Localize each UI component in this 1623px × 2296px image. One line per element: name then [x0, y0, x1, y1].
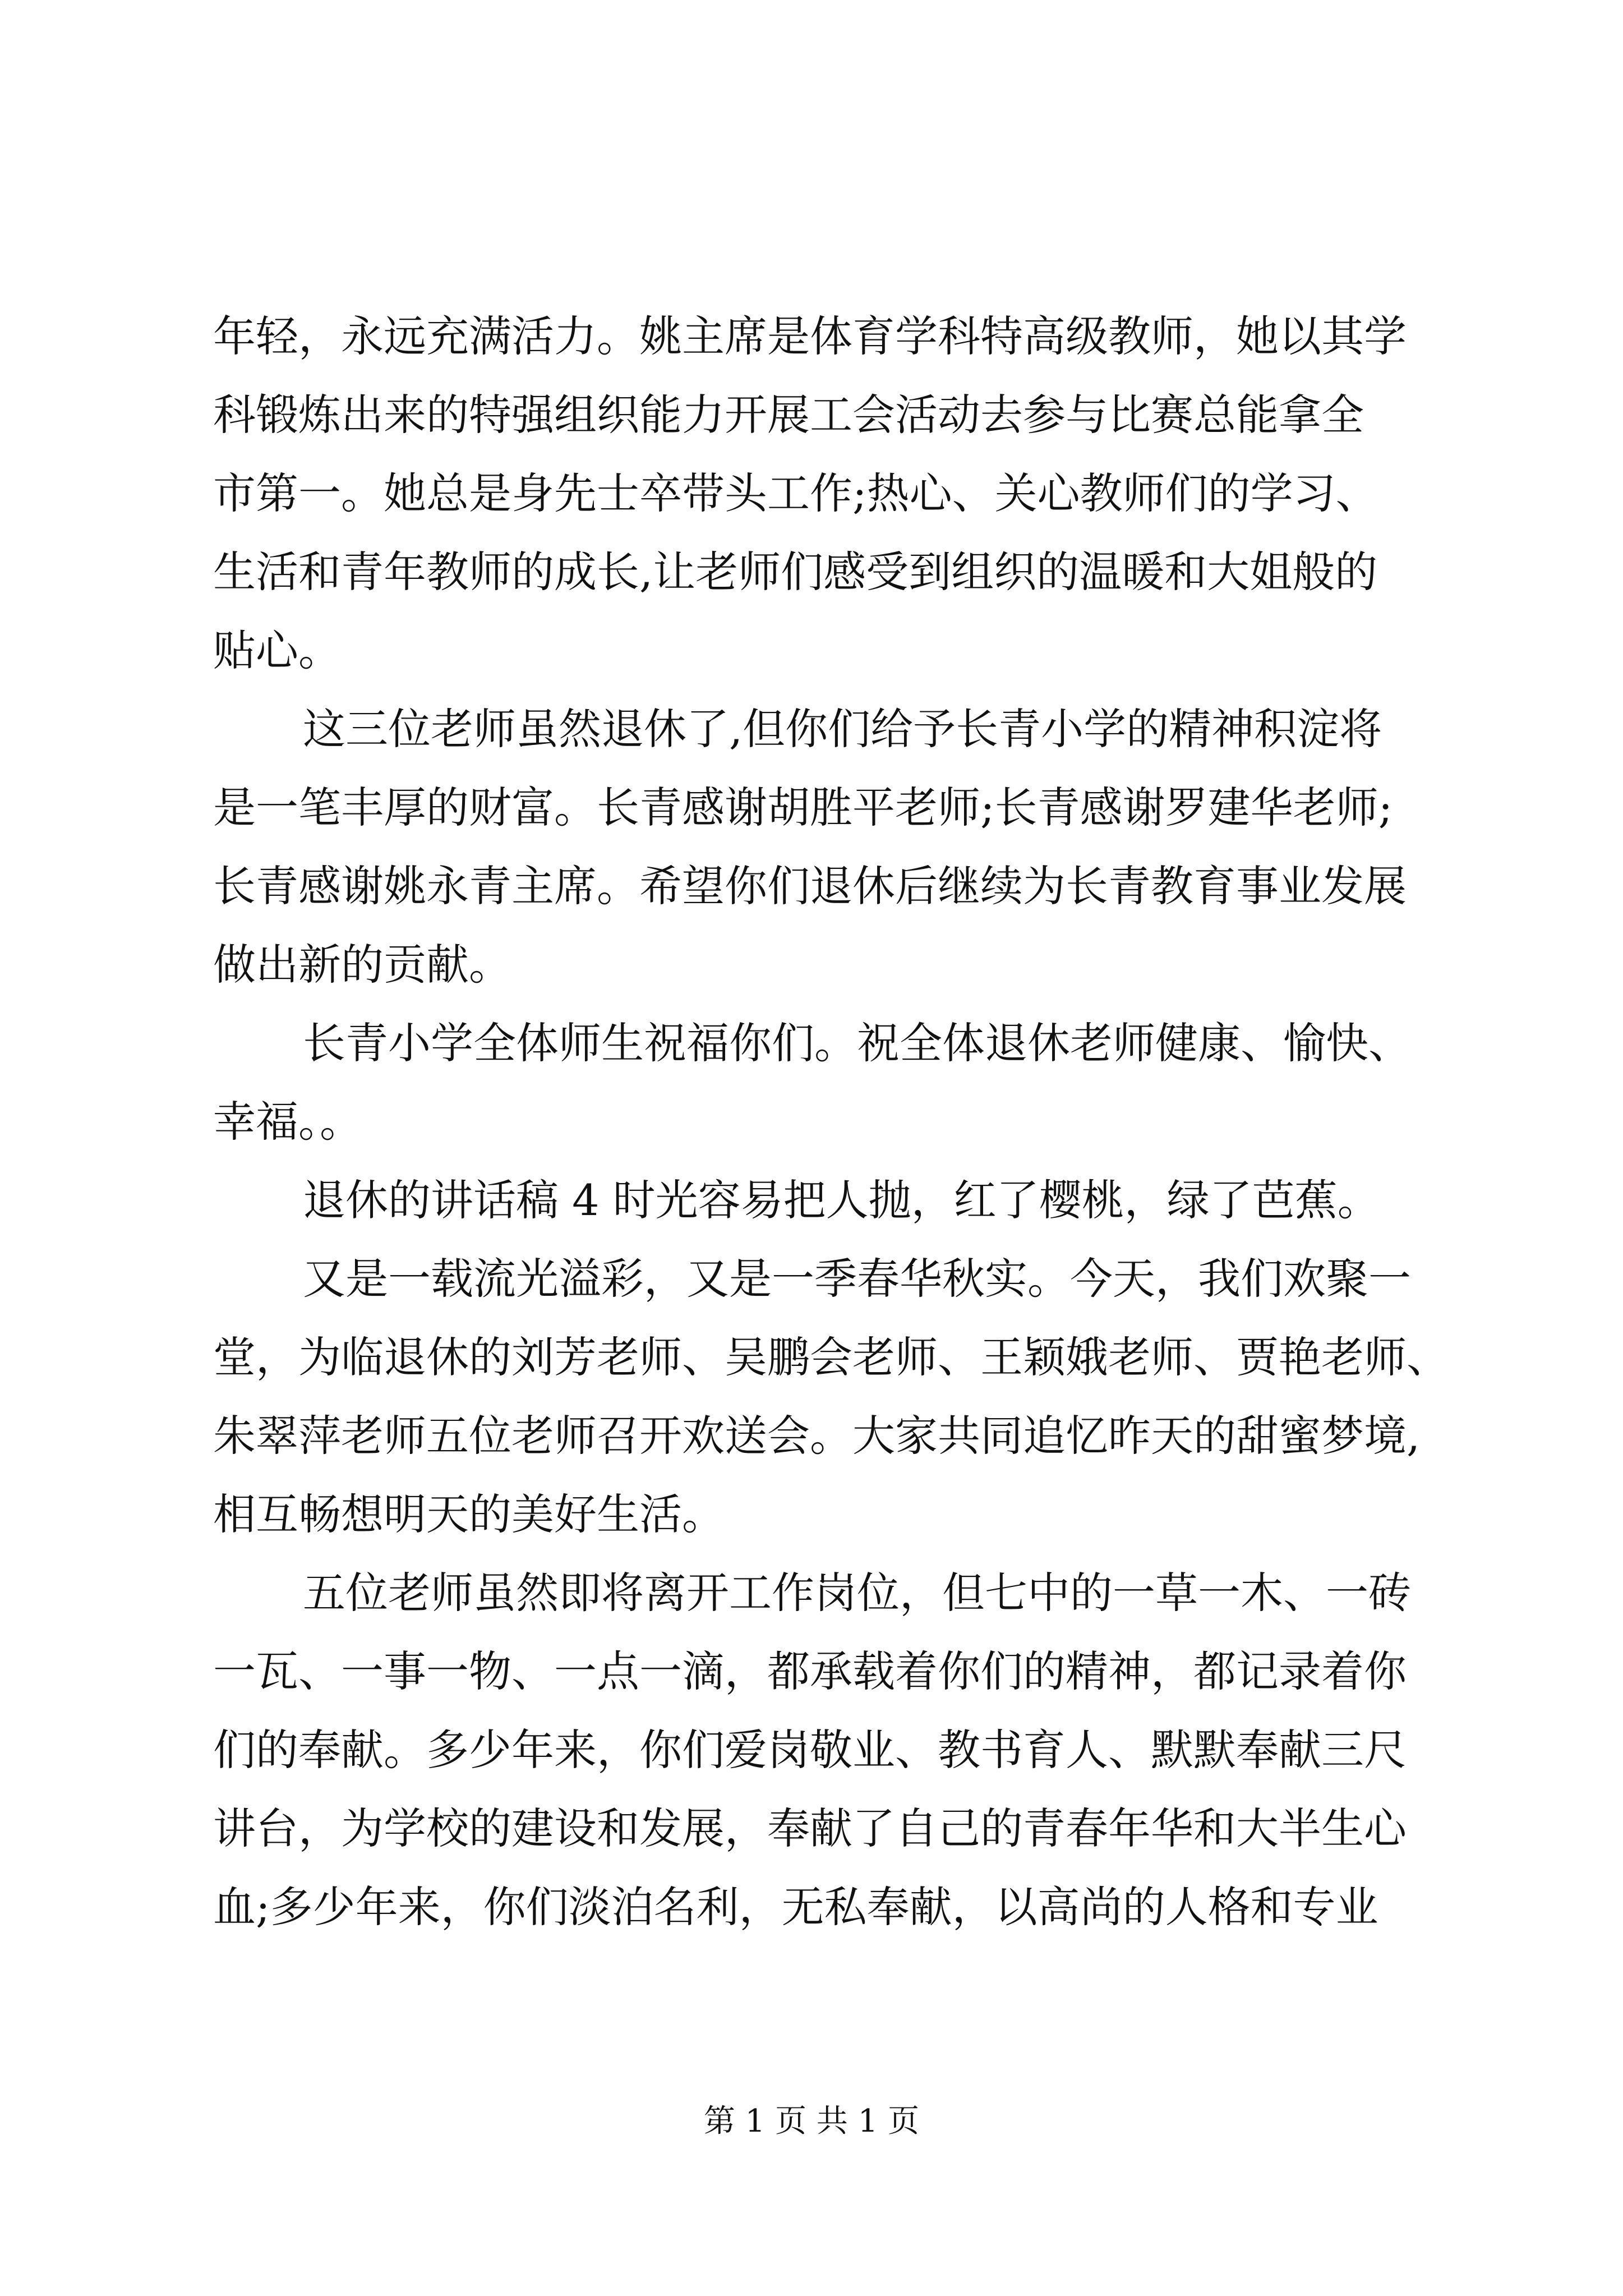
- text-line: 幸福。。: [213, 1097, 362, 1147]
- text-line: 市第一。她总是身先士卒带头工作;热心、关心教师们的学习、: [213, 468, 1378, 518]
- paragraph-start-line: 五位老师虽然即将离开工作岗位，但七中的一草一木、一砖: [303, 1568, 1411, 1618]
- document-body: [213, 297, 1449, 1947]
- text-line: 是一笔丰厚的财富。长青感谢胡胜平老师;长青感谢罗建华老师;: [213, 783, 1393, 832]
- page-footer: 第 1 页 共 1 页: [703, 2103, 920, 2139]
- text-line: 们的奉献。多少年来，你们爱岗敬业、教书育人、默默奉献三尺: [213, 1725, 1407, 1775]
- text-line: 贴心。: [213, 625, 341, 675]
- text-line: 相互畅想明天的美好生活。: [213, 1489, 725, 1539]
- text-line: 科锻炼出来的特强组织能力开展工会活动去参与比赛总能拿全: [213, 390, 1364, 440]
- text-line: 长青感谢姚永青主席。希望你们退休后继续为长青教育事业发展: [213, 861, 1407, 911]
- text-line: 讲台，为学校的建设和发展，奉献了自己的青春年华和大半生心: [213, 1803, 1407, 1853]
- paragraph-start-line: 退休的讲话稿 4 时光容易把人抛，红了樱桃，绿了芭蕉。: [303, 1175, 1380, 1225]
- text-line: 做出新的贡献。: [213, 940, 511, 990]
- text-line: 血;多少年来，你们淡泊名利，无私奉献，以高尚的人格和专业: [213, 1882, 1378, 1932]
- text-line: 年轻，永远充满活力。姚主席是体育学科特高级教师，她以其学: [213, 311, 1407, 361]
- text-line: 一瓦、一事一物、一点一滴，都承载着你们的精神，都记录着你: [213, 1646, 1407, 1696]
- text-line: 堂，为临退休的刘芳老师、吴鹏会老师、王颖娥老师、贾艳老师、: [213, 1332, 1449, 1382]
- paragraph-start-line: 这三位老师虽然退休了,但你们给予长青小学的精神积淀将: [303, 704, 1382, 754]
- text-line: 朱翠萍老师五位老师召开欢送会。大家共同追忆昨天的甜蜜梦境,: [213, 1411, 1421, 1461]
- paragraph-start-line: 长青小学全体师生祝福你们。祝全体退休老师健康、愉快、: [303, 1018, 1411, 1068]
- text-line: 生活和青年教师的成长,让老师们感受到组织的温暖和大姐般的: [213, 547, 1378, 597]
- paragraph-start-line: 又是一载流光溢彩，又是一季春华秋实。今天，我们欢聚一: [303, 1254, 1411, 1304]
